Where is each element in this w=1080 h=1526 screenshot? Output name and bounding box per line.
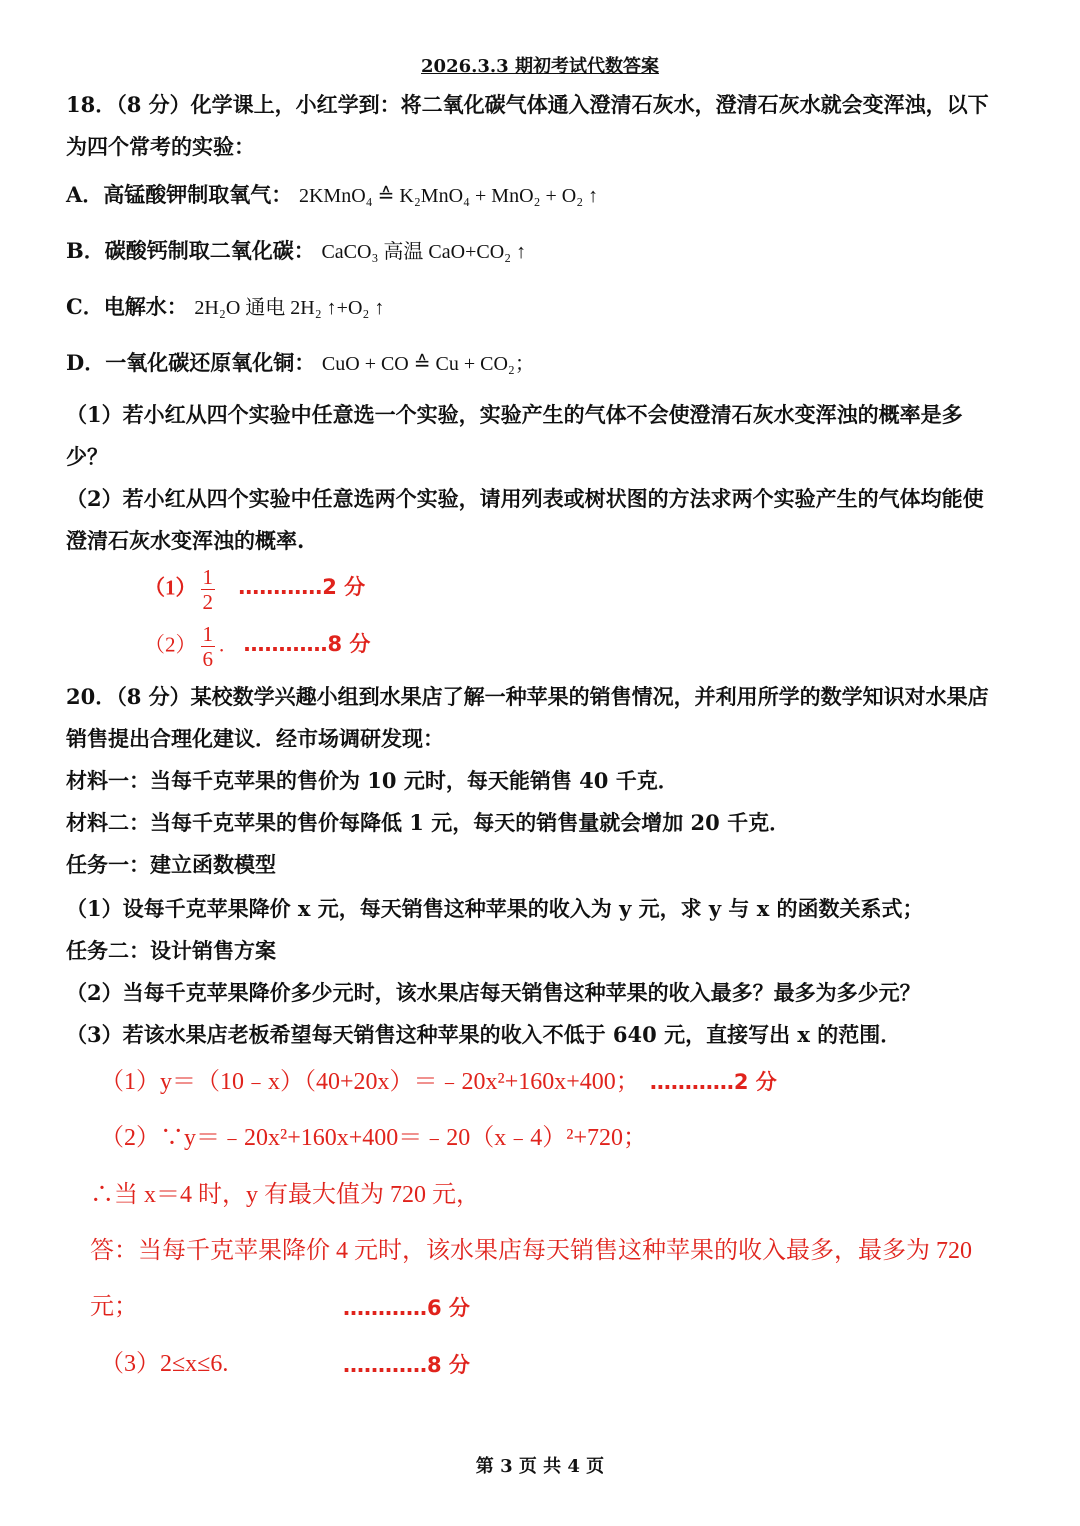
q18-ans1-numerator: 1	[202, 565, 213, 589]
option-c-label: C．电解水：	[66, 294, 188, 319]
option-c-formula: 2H₂O 通电 2H₂ ↑+O₂ ↑	[194, 297, 385, 319]
q20-answer-4-line1: 答：当每千克苹果降价 4 元时，该水果店每天销售这种苹果的收入最多，最多为 720	[90, 1238, 972, 1264]
q20-stem-line2: 销售提出合理化建议．经市场调研发现：	[66, 726, 444, 751]
option-d-formula: CuO + CO ≙ Cu + CO₂；	[321, 353, 535, 375]
q18-ans1-label: （1）	[144, 575, 197, 600]
q20-sub-2: （2）当每千克苹果降价多少元时，该水果店每天销售这种苹果的收入最多？最多为多少元？	[66, 980, 921, 1005]
q18-option-c	[66, 294, 384, 320]
q18-sub2-line2: 澄清石灰水变浑浊的概率.	[66, 528, 305, 553]
q18-ans2-score: …………8 分	[243, 632, 371, 657]
q20-answer-1	[100, 1068, 777, 1097]
q20-answer-5: （3）2≤x≤6.	[100, 1351, 229, 1377]
q18-ans1-denominator: 2	[202, 590, 213, 614]
q20-sub-1: （1）设每千克苹果降价 x 元，每天销售这种苹果的收入为 y 元，求 y 与 x 的函数关系式；	[66, 896, 924, 921]
q18-sub1-line2: 少？	[66, 444, 108, 469]
q20-stem-line1: 20．（8 分）某校数学兴趣小组到水果店了解一种苹果的销售情况，并利用所学的数学知识对水果店	[66, 684, 989, 709]
q20-answer-2: （2）∵y＝﹣20x²+160x+400＝﹣20（x﹣4）²+720；	[100, 1125, 647, 1151]
q18-option-a	[66, 182, 598, 208]
q20-ans1-score: …………2 分	[649, 1070, 777, 1094]
q20-material-1: 材料一：当每千克苹果的售价为 10 元时，每天能销售 40 千克．	[66, 768, 679, 793]
option-a-label: A．高锰酸钾制取氧气：	[66, 182, 293, 207]
q18-option-b	[66, 238, 526, 264]
q20-answer-3: ∴当 x＝4 时，y 有最大值为 720 元，	[90, 1182, 480, 1208]
option-a-formula: 2KMnO₄ ≙ K₂MnO₄ + MnO₂ + O₂ ↑	[298, 185, 599, 207]
page-title: 2026.3.3 期初考试代数答案	[421, 56, 659, 77]
q18-answer-1	[144, 565, 365, 614]
page-footer: 第 3 页 共 4 页	[475, 1456, 605, 1477]
q18-ans1-score: …………2 分	[238, 575, 366, 600]
q20-ans1-text: （1）y＝（10﹣x）（40+20x）＝﹣20x²+160x+400；	[100, 1069, 640, 1095]
q18-sub2-line1: （2）若小红从四个实验中任意选两个实验，请用列表或树状图的方法求两个实验产生的气体均能使	[66, 486, 984, 511]
q18-ans2-numerator: 1	[202, 622, 213, 646]
q20-answer-4-line2: 元；	[90, 1294, 138, 1320]
q18-ans2-suffix: .	[219, 632, 225, 657]
option-d-label: D．一氧化碳还原氧化铜：	[66, 350, 316, 375]
q20-sub-3: （3）若该水果店老板希望每天销售这种苹果的收入不低于 640 元，直接写出 x 的范围．	[66, 1022, 902, 1047]
q18-ans2-denominator: 6	[202, 647, 213, 671]
option-b-label: B．碳酸钙制取二氧化碳：	[66, 238, 315, 263]
q18-option-d	[66, 350, 535, 376]
q20-material-2: 材料二：当每千克苹果的售价每降低 1 元，每天的销售量就会增加 20 千克．	[66, 810, 791, 835]
q18-stem-line1: 18．（8 分）化学课上，小红学到：将二氧化碳气体通入澄清石灰水，澄清石灰水就会变浑浊，以下	[66, 92, 989, 117]
q18-ans1-fraction	[201, 565, 216, 614]
q18-stem-line2: 为四个常考的实验：	[66, 134, 255, 159]
q18-answer-2	[144, 622, 370, 671]
q18-ans2-fraction	[201, 622, 216, 671]
q18-ans2-label: （2）	[144, 632, 197, 657]
q20-ans5-score: …………8 分	[343, 1353, 470, 1377]
q20-task-2: 任务二：设计销售方案	[66, 938, 276, 963]
q20-ans4-score: …………6 分	[343, 1296, 470, 1320]
q18-sub1-line1: （1）若小红从四个实验中任意选一个实验，实验产生的气体不会使澄清石灰水变浑浊的概率是多	[66, 402, 963, 427]
option-b-formula: CaCO₃ 高温 CaO+CO₂ ↑	[321, 241, 527, 263]
q20-task-1: 任务一：建立函数模型	[66, 852, 276, 877]
